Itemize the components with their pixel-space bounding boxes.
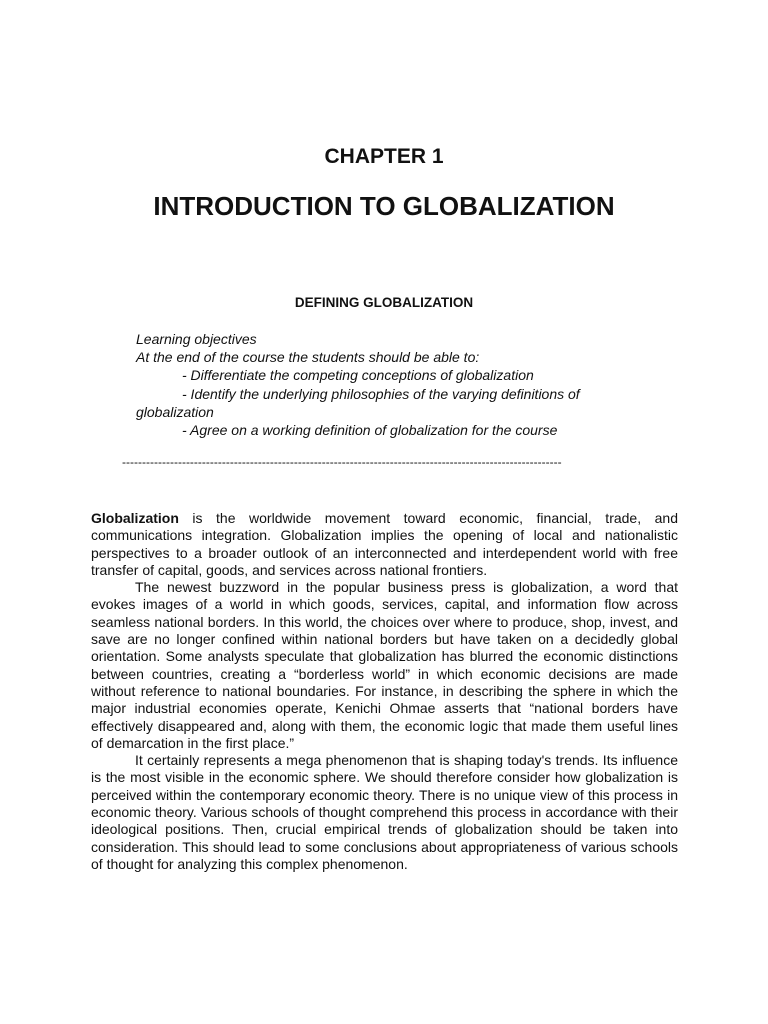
paragraph-2: The newest buzzword in the popular business press is globalization, a word that evokes images of a world in which goods, services, capital, and information flow across seamless national borders. In this world, the choices over where to produce, shop, invest, and save are no longer confined within national borders but have taken on a decidedly global orientation. Some analysts speculate that globalization has blurred the economic distinctions between countries, creating a “borderless world” in which economic decisions are made without reference to national boundaries. For instance, in describing the sphere in which the major industrial economies operate, Kenichi Ohmae asserts that “national borders have effectively disappeared and, along with them, the economic logic that made them useful lines of demarcation in the first place.” [91,579,678,751]
learning-objectives [136,330,636,439]
dashed-divider: -------------------------------------------------------------------------------------------------------------- [122,455,562,469]
objective-item: - Identify the underlying philosophies of the varying definitions of [182,385,580,402]
body-text [91,510,678,873]
chapter-title: INTRODUCTION TO GLOBALIZATION [153,191,615,221]
objective-item-continuation: globalization [136,403,214,420]
objectives-intro: At the end of the course the students should be able to: [136,349,480,366]
objectives-title: Learning objectives [136,331,257,347]
chapter-label: CHAPTER 1 [324,145,444,168]
section-heading: DEFINING GLOBALIZATION [294,295,474,310]
objective-item: - Agree on a working definition of globalization for the course [182,422,558,439]
objective-item: - Differentiate the competing conceptions of globalization [182,367,534,384]
paragraph-3: It certainly represents a mega phenomenon that is shaping today's trends. Its influence is the most visible in the economic sphere. We should therefore consider how globalization is perceived within the contemporary economic theory. There is no unique view of this process in economic theory. Various schools of thought comprehend this process in accordance with their ideological positions. Then, crucial empirical trends of globalization should be taken into consideration. This should lead to some conclusions about appropriateness of various schools of thought for analyzing this complex phenomenon. [91,752,678,872]
paragraph-1 [91,510,678,579]
defined-term: Globalization [91,510,179,526]
paragraph-1-text: is the worldwide movement toward economic, financial, trade, and communications integration. Globalization implies the opening of local and nationalistic perspectives to a broader outlook of an interconnected and interdependent world with free transfer of capital, goods, and services across national frontiers. [91,510,678,578]
